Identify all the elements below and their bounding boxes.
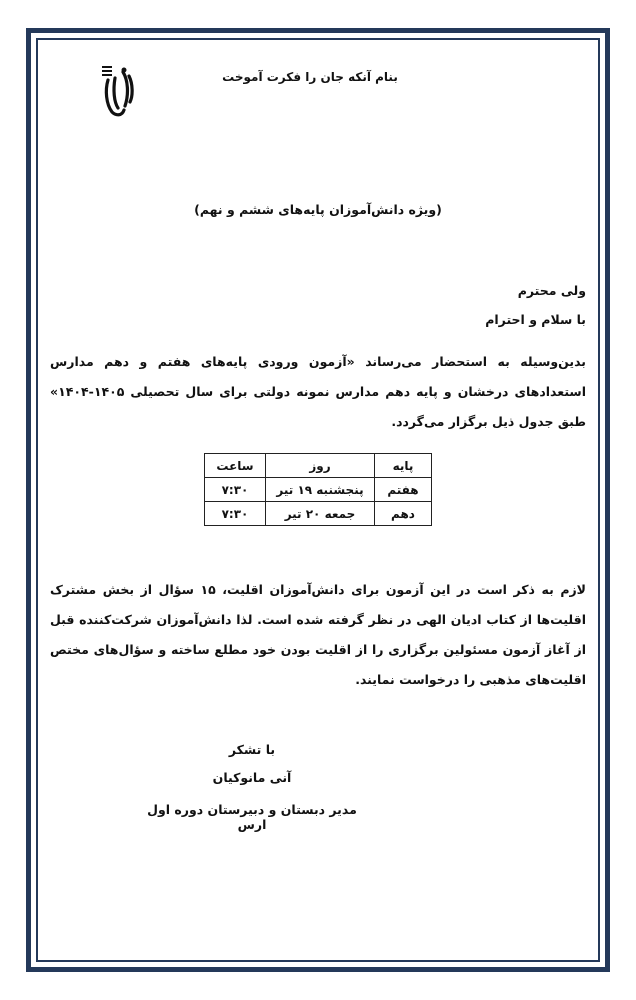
table-header-cell: روز — [266, 454, 375, 478]
greeting: با سلام و احترام — [485, 312, 586, 327]
signature-role: مدیر دبستان و دبیرستان دوره اول ارس — [147, 802, 357, 832]
table-cell: دهم — [375, 502, 432, 526]
letter-body — [50, 50, 586, 950]
letter-subtitle: (ویژه دانش‌آموزان پایه‌های ششم و نهم) — [194, 202, 442, 217]
table-header-row — [205, 454, 432, 478]
signature-thanks: با تشکر — [228, 742, 276, 757]
table-cell: ۷:۳۰ — [205, 478, 266, 502]
table-cell: پنجشنبه ۱۹ تیر — [266, 478, 375, 502]
exam-schedule-table — [204, 453, 432, 526]
minority-note-paragraph: لازم به ذکر است در این آزمون برای دانش‌آموزان اقلیت، ۱۵ سؤال از بخش مشترک اقلیت‌ها از کتاب ادیان الهی در نظر گرفته شده است. لذا دانش‌آموزان شرکت‌کننده قبل از آغاز آزمون مسئولین برگزاری را از اقلیت بودن خود مطلع ساخته و سؤال‌های مختص اقلیت‌های مذهبی را درخواست نمایند. — [50, 582, 586, 687]
table-cell: هفتم — [375, 478, 432, 502]
bismillah-heading: بنام آنکه جان را فکرت آموخت — [222, 70, 398, 84]
salutation: ولی محترم — [517, 283, 586, 298]
table-row — [205, 502, 432, 526]
signature-name: آنی مانوکیان — [212, 770, 292, 785]
announcement-paragraph: بدین‌وسیله به استحضار می‌رساند «آزمون ورودی پایه‌های هفتم و دهم مدارس استعدادهای درخشان و پایه دهم مدارس نمونه دولتی برای سال تحصیلی ۱۴۰۵-۱۴۰۴» طبق جدول ذیل برگزار می‌گردد. — [50, 354, 586, 429]
table-cell: ۷:۳۰ — [205, 502, 266, 526]
school-logo-icon — [98, 66, 138, 122]
school-logo — [90, 66, 146, 122]
table-cell: جمعه ۲۰ تیر — [266, 502, 375, 526]
table-row — [205, 478, 432, 502]
table-header-cell: پایه — [375, 454, 432, 478]
table-header-cell: ساعت — [205, 454, 266, 478]
